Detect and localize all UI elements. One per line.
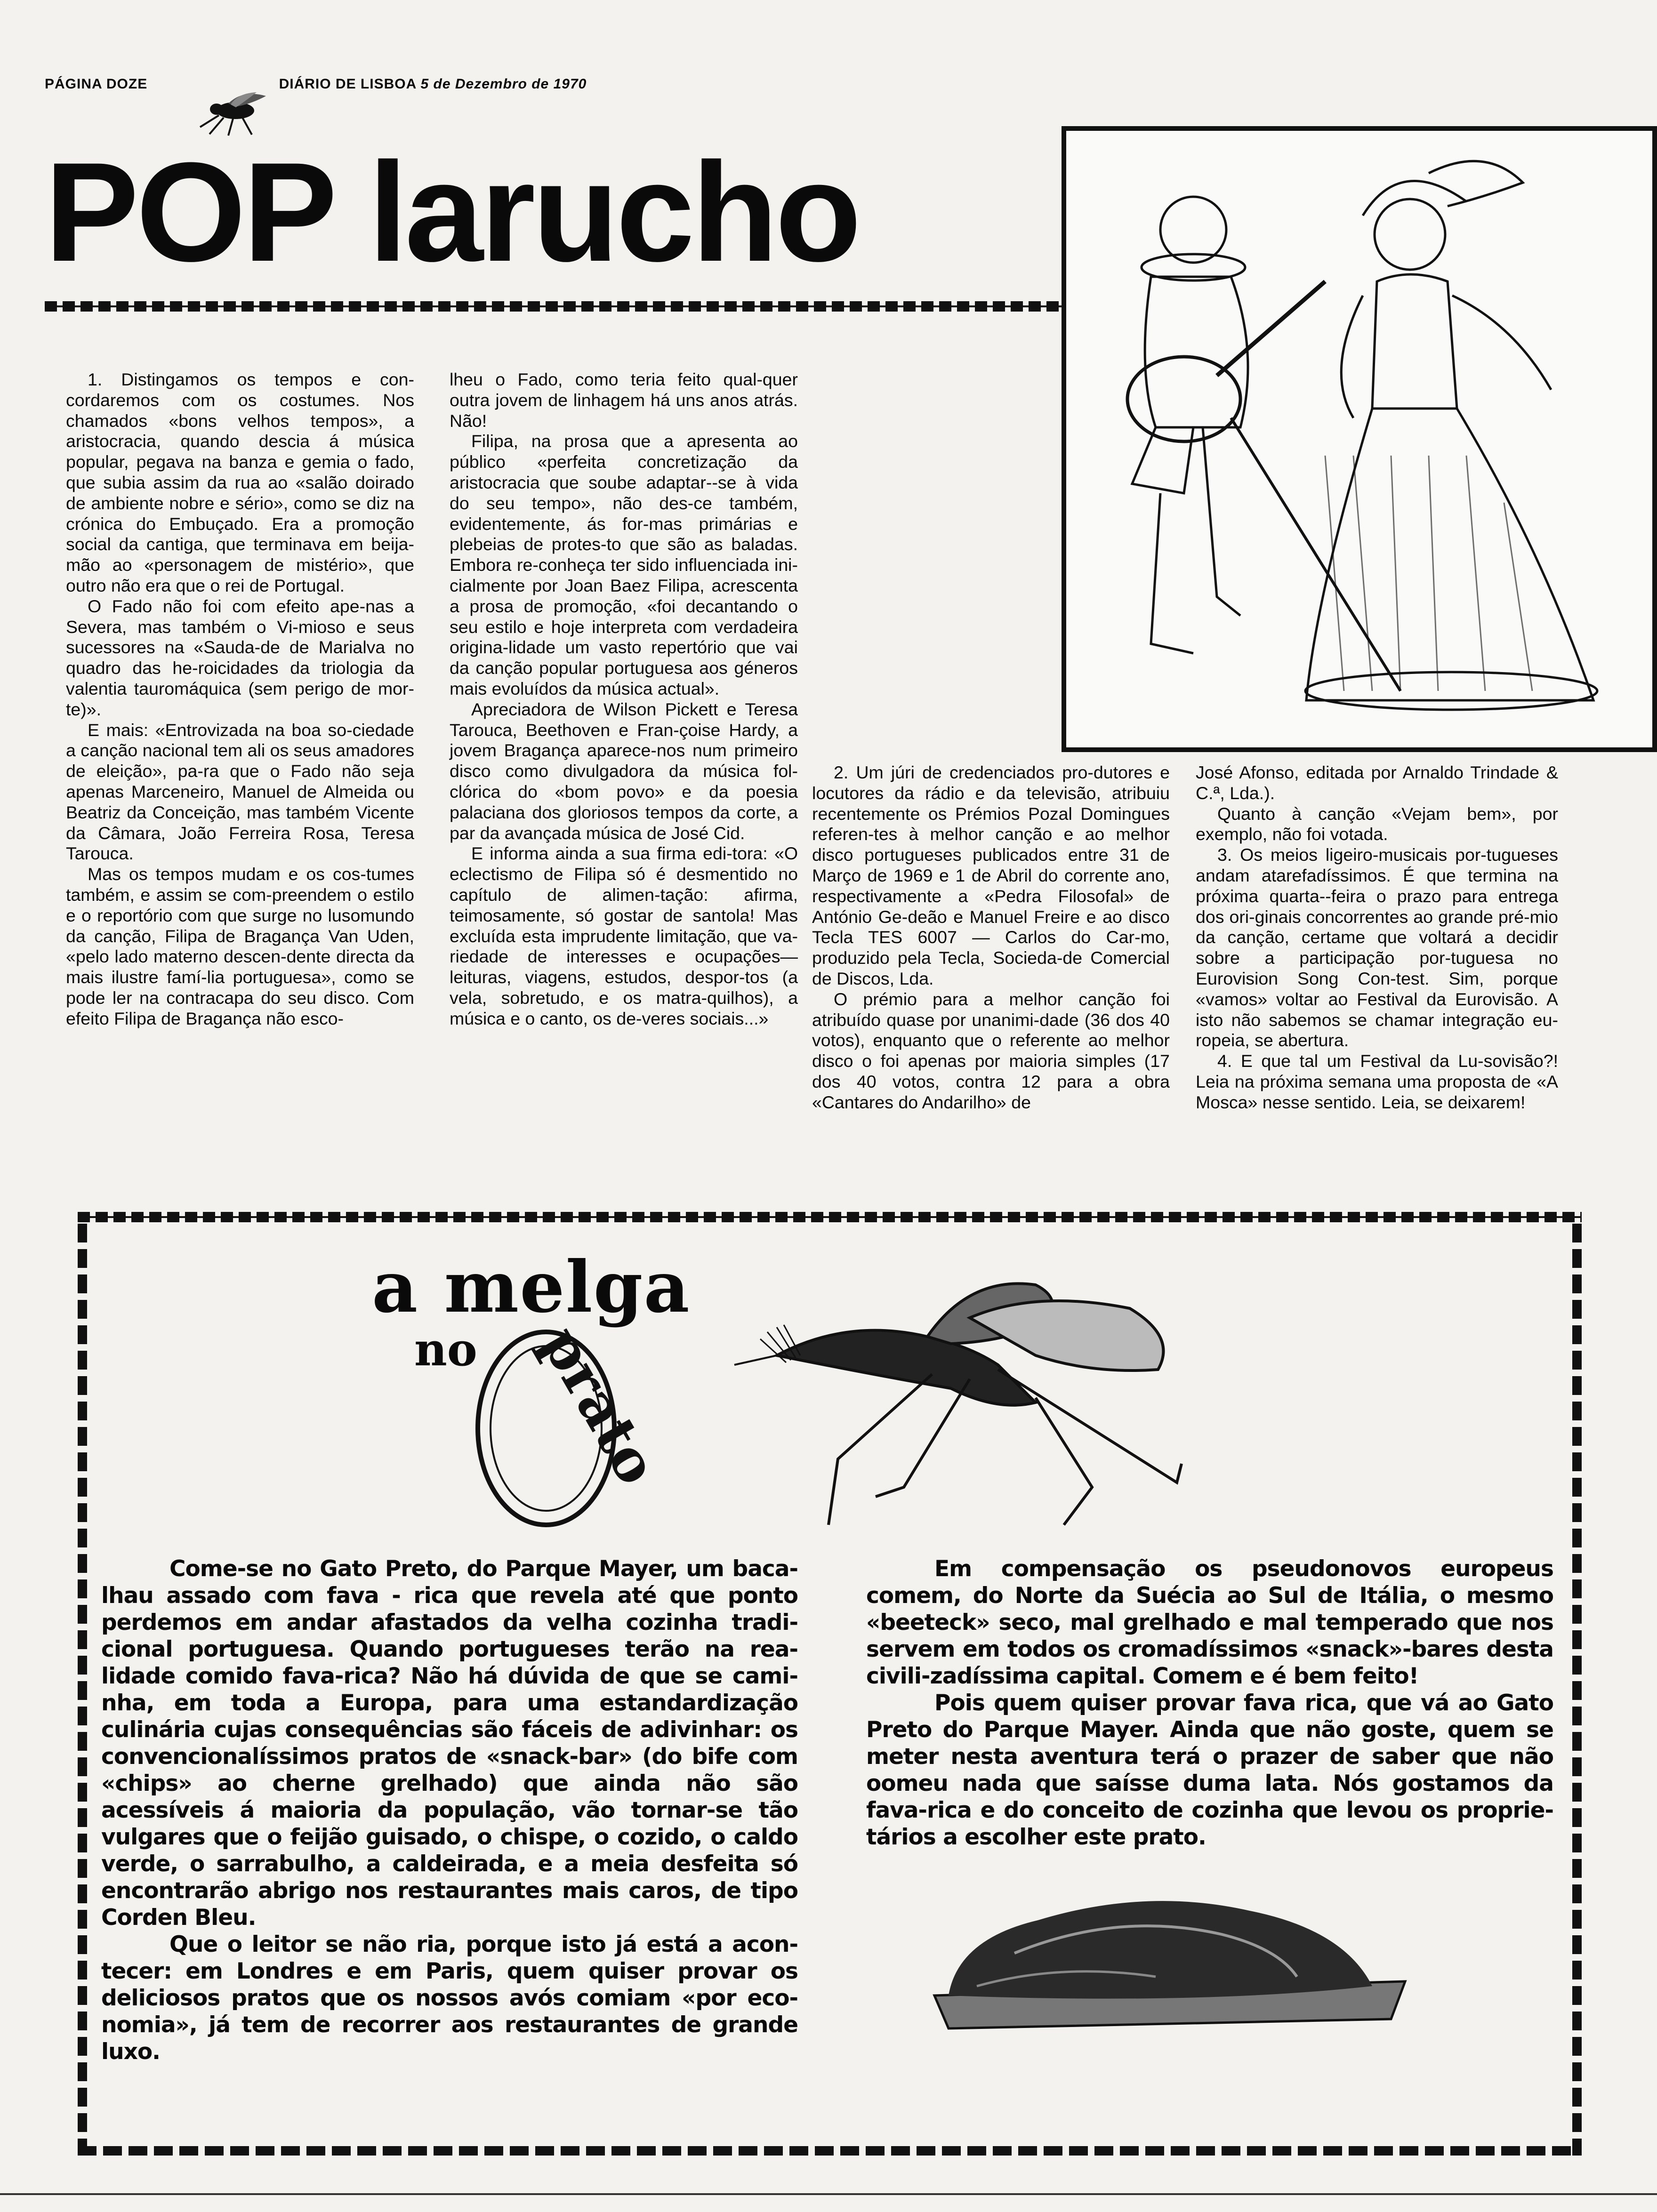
paragraph: lheu o Fado, como teria feito qual-quer outra jovem de linhagem há uns anos atrás. Não! [450,369,798,431]
article-column-2 [450,369,798,1029]
box-border-right [1572,1224,1582,2156]
paragraph: 3. Os meios ligeiro-musicais por-tugueses andam atarefadíssimos. É que termina na próxima quarta--feira o prazo para entrega dos ori-ginais concorrentes ao grande pré-mio da canção, certame que voltará a decidir sobre a participação por-tuguesa no Eurovision Song Con-test. Sim, porque «vamos» voltar ao Festival da Eurovisão. A isto não sabemos se chamar integração eu-ropeia, se abertura. [1196,845,1558,1050]
dish-illustration [920,1883,1419,2038]
review-headline: a melga [372,1246,691,1329]
paragraph: Pois quem quiser provar fava rica, que vá ao Gato Preto do Parque Mayer. Ainda que não goste, quem se meter nesta aventura terá o prazer de saber que não oomeu nada que saísse duma lata. Nós gostamos da fava-rica e do conceito de cozinha que levou os proprie-tários a escolher este prato. [866,1690,1553,1850]
mosquito-illustration [706,1261,1191,1544]
page-title: POP larucho [45,133,859,291]
paragraph: Em compensação os pseudonovos europeus comem, do Norte da Suécia ao Sul de Itália, o mesmo «beeteck» seco, mal grelhado e mal temperado que nos servem em todos os cromadíssimos «snack»-bares desta civili-zadíssima capital. Comem e é bem feito! [866,1556,1553,1689]
paragraph: E mais: «Entrovizada na boa so-ciedade a canção nacional tem ali os seus amadores de eleição», pa-ra que o Fado não seja apenas Marceneiro, Manuel de Almeida ou Beatriz da Conceição, mas também Vicente da Câmara, João Ferreira Rosa, Teresa Tarouca. [66,720,415,864]
paragraph: Mas os tempos mudam e os cos-tumes também, e assim se com-preendem o estilo e o reportório com que surge no lusomundo da canção, Filipa de Bragança Van Uden, «pelo lado materno descen-dente directa da mais ilustre famí-lia portuguesa», como se pode ler na contracapa do seu disco. Com efeito Filipa de Bragança não esco- [66,864,414,1028]
paragraph: Come-se no Gato Preto, do Parque Mayer, um baca-lhau assado com fava - rica que revela até que ponto perdemos em andar afastados da velha cozinha tradi-cional portuguesa. Quando portugueses terão na rea-lidade comido fava-rica? Não há dúvida de que se cami-nha, em toda a Europa, para uma estandardização culinária cujas consequências são fáceis de adivinhar: os convencionalíssimos pratos de «snack-bar» (do bife com «chips» ao cherne grelhado) que ainda não são acessíveis á maioria da população, vão tornar-se tão vulgares que o feijão guisado, o chispe, o cozido, o caldo verde, o sarrabulho, a caldeirada, e a meia desfeita só encontrarão abrigo nos restaurantes mais caros, de tipo Corden Bleu. [101,1556,798,1931]
article-column-1 [66,369,414,1029]
review-headline-no: no [414,1323,477,1376]
paragraph: E informa ainda a sua firma edi-tora: «O eclectismo de Filipa só é desmentido no capítulo de alimen-tação: afirma, teimosamente, só gostar de santola! Mas excluída esta imprudente limitação, que va-riedade de interesses e ocupações—leituras, viagens, estudos, despor-tos (a vela, sobretudo, e os matra-quilhos), a música e o canto, os de-veres sociais...» [450,843,798,1028]
article-column-3 [812,762,1170,1113]
paragraph: Apreciadora de Wilson Pickett e Teresa Tarouca, Beethoven e Fran-çoise Hardy, a jovem Bragança aparece-nos num primeiro disco como divulgadora da música fol-clórica do «bom povo» e da poesia palaciana dos gloriosos tempos da corte, a par da avançada música de José Cid. [450,699,798,843]
page-label: PÁGINA DOZE [45,76,148,92]
plate-illustration [457,1308,671,1530]
paragraph: Filipa, na prosa que a apresenta ao público «perfeita concretização da aristocracia que soube adaptar--se à vida do seu tempo», não des-ce também, evidentemente, ás for-mas primárias e plebeias de protes-to que são as baladas. Embora re-conheça ter sido influenciada ini-cialmente por Joan Baez Filipa, acrescenta a prosa de promoção, «foi decantando o seu estilo e hoje interpreta com verdadeira origina-lidade um vasto repertório que vai da canção popular portuguesa aos géneros mais evoluídos da música actual». [450,431,798,698]
section-divider [78,1212,1582,1222]
page-header [45,76,587,92]
review-column-right [866,1555,1553,1851]
paragraph: Que o leitor se não ria, porque isto já está a acon-tecer: em Londres e em Paris, quem quiser provar os deliciosos pratos que os nossos avós comiam «por eco-nomia», já tem de recorrer aos restaurantes de grande luxo. [101,1931,798,2065]
paragraph: 2. Um júri de credenciados pro-dutores e locutores da rádio e da televisão, atribuiu recentemente os Prémios Pozal Domingues referen-tes à melhor canção e ao melhor disco portugueses publicados entre 31 de Março de 1969 e 1 de Abril do corrente ano, respectivamente a «Pedra Filosofal» de António Ge-deão e Manuel Freire e ao disco Tecla TES 6007 — Carlos do Car-mo, produzido pela Tecla, Socieda-de Comercial de Discos, Lda. [812,762,1170,988]
issue-date: 5 de Dezembro de 1970 [420,76,587,92]
lute-couple-illustration [1062,126,1657,752]
paragraph: O prémio para a melhor canção foi atribuído quase por unanimi-dade (36 dos 40 votos), enquanto que o referente ao melhor disco o foi apenas por maioria simples (17 dos 40 votos, contra 12 para a obra «Cantares do Andarilho» de [812,989,1170,1112]
title-divider [45,301,1062,312]
paragraph: O Fado não foi com efeito ape-nas a Severa, mas também o Vi-mioso e seus sucessores na «Sauda-de de Marialva no quadro das he-roicidades da triologia da valentia tauromáquica (sem perigo de mor-te)». [66,596,414,719]
page-bottom-rule [0,2193,1657,2195]
box-border-left [78,1224,87,2156]
newspaper-name: DIÁRIO DE LISBOA [279,76,417,92]
paragraph: 4. E que tal um Festival da Lu-sovisão?! Leia na próxima semana uma proposta de «A Mosca» nesse sentido. Leia, se deixarem! [1196,1051,1558,1112]
article-column-4 [1196,762,1558,1113]
box-border-bottom [78,2146,1582,2156]
plate-word: prato [528,1315,671,1496]
review-column-left [101,1555,798,2065]
paragraph: Quanto à canção «Vejam bem», por exemplo, não foi votada. [1196,803,1558,844]
fly-logo-icon [191,89,280,136]
paragraph: José Afonso, editada por Arnaldo Trindade & C.ª, Lda.). [1196,762,1558,803]
paragraph: 1. Distingamos os tempos e con-cordaremos com os costumes. Nos chamados «bons velhos tempos», a aristocracia, quando descia á música popular, pegava na banza e gemia o fado, que subia assim da rua ao «salão doirado de ambiente nobre e sério», como se diz na crónica do Embuçado. Era a promoção social da cantiga, que terminava em beija-mão ao «personagem de mistério», que outro não era que o rei de Portugal. [66,369,414,595]
